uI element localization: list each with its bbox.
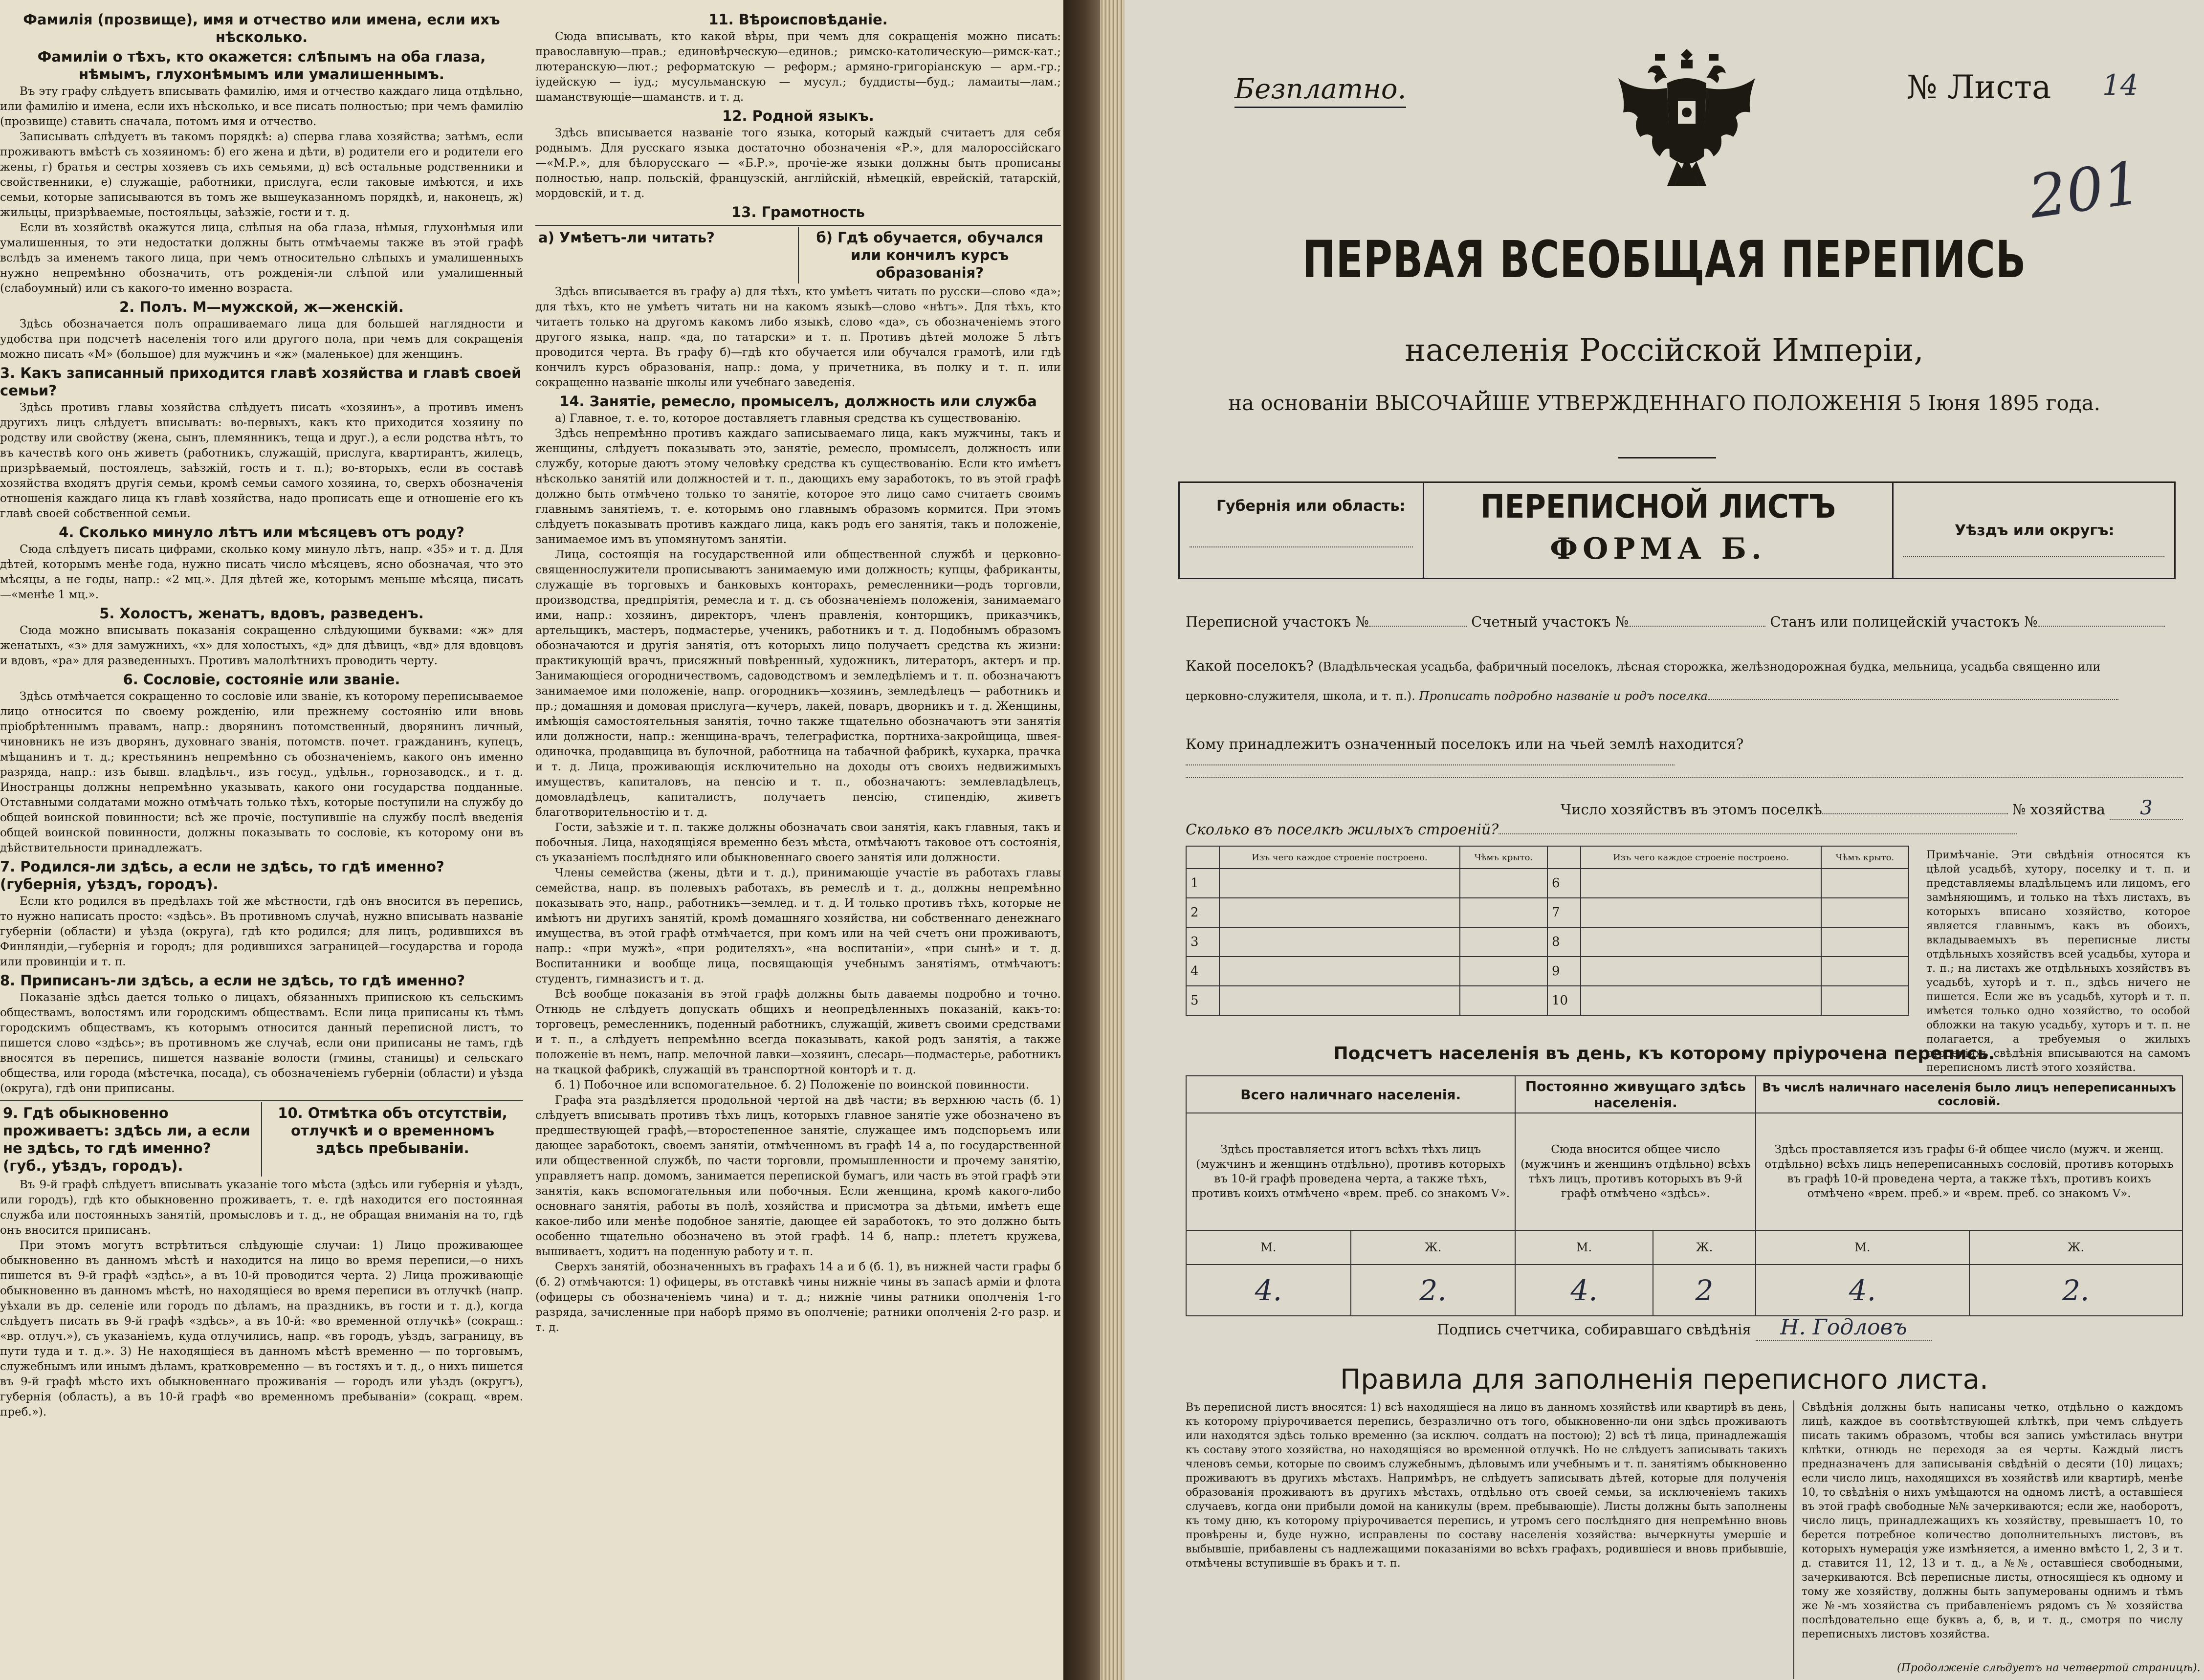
total-present-male: 4. — [1186, 1265, 1351, 1316]
settlement-label: Какой поселокъ? — [1186, 657, 1314, 674]
permanent-resident-desc: Сюда вносится общее число (мужчинъ и женщинъ отдѣльно) всѣхъ тѣхъ лицъ, противъ которыхъ въ 9-й графѣ отмѣчено «здѣсь». — [1515, 1113, 1756, 1230]
split-heading — [0, 1100, 523, 1178]
rules-text-right: Свѣдѣнія должны быть написаны четко, отдѣльно о каждомъ лицѣ, каждое въ соотвѣтствующей клѣткѣ, при чемъ слѣдуетъ писать такимъ образомъ, чтобы вся запись умѣстилась внутри клѣтки, отнюдь не переходя за ея черты. Каждый листъ предназначенъ для записыванія свѣдѣній о десяти (10) лицахъ; если число лицъ, находящихся въ хозяйствѣ или квартирѣ, менѣе 10, то свѣдѣнія о нихъ умѣщаются на одномъ листѣ, а оставшіеся въ этой графѣ свободные №№ зачеркиваются; если же, наоборотъ, число лицъ, принадлежащихъ къ хозяйству, превышаетъ 10, то берется потребное количество дополнительныхъ листовъ, въ которыхъ нумерація уже измѣняется, а именно вмѣсто 1, 2, 3 и т. д. ставится 11, 12, 13 и т. д., а №№, оставшіеся свободными, зачеркиваются. Всѣ переписные листы, относящіеся къ одному и тому же хозяйству, должны быть запумерованы однимъ и тѣмъ же №-мъ хозяйства съ прибавленіемъ рядомъ съ № хозяйства послѣдовательно еще буквъ а, б, в, и т. д., смотря по числу переписныхъ листовъ хозяйства. — [1802, 1401, 2183, 1640]
sheet-number-label: № Листа — [1907, 68, 2051, 106]
paragraph: Если въ хозяйствѣ окажутся лица, слѣпыя на оба глаза, нѣмыя, глухонѣмыя или умалишенныя, то эти недостатки должны быть отмѣчаемы также въ этой графѣ вслѣдъ за именемъ такого лица, при чемъ относительно слѣпыхъ и умалишенныхъ нужно непремѣнно обозначить, отъ рожденія-ли слѣпой или умалишенный (слабоумный) или съ какого-то именно возраста. — [0, 221, 523, 295]
sheet-form-title-cell — [1424, 483, 1894, 578]
male-col-label: М. — [1515, 1230, 1653, 1265]
unlisted-estates-desc: Здѣсь проставляется изъ графы 6-й общее число (мужч. и женщ. отдѣльно) всѣхъ лицъ непереписанныхъ сословій, противъ которыхъ въ графѣ 10-й проведена черта, а также тѣхъ, противъ коихъ отмѣчено «врем. преб.» и «врем. преб. со знакомъ V». — [1756, 1113, 2182, 1230]
row-number: 3 — [1186, 927, 1219, 957]
paragraph: Записывать слѣдуетъ въ такомъ порядкѣ: а) сперва глава хозяйства; затѣмъ, если проживаютъ вмѣстѣ съ хозяиномъ: б) его жена и дѣти, в) родители его и родители его жены, г) братья и сестры хозяевъ съ ихъ семьями, д) всѣ остальные родственники и свойственники, е) служащіе, работники, прислуга, если таковые имѣются, и ихъ семьи, которые записываются въ томъ же вышеуказанномъ порядкѣ, и, наконецъ, ж) жильцы, призрѣваемые, постояльцы, заѣзжіе, гости и т. д. — [0, 131, 523, 219]
paragraph: Лица, состоящія на государственной или общественной службѣ и церковно-священнослужители прописываютъ занимаемую ими должность; купцы, фабриканты, служащіе въ торговыхъ и банковыхъ конторахъ, ремесленники—родъ торговли, производства, предпріятія, ремесла и т. д. съ обозначеніемъ положенія, занимаемаго ими, напр.: хозяинъ, директоръ, членъ правленія, конторщикъ, приказчикъ, артельщикъ, мастеръ, подмастерье, ученикъ, работникъ и т. д. Подобнымъ образомъ обозначаются и другія занятія, отъ которыхъ лицо получаетъ средства къ жизни: практикующій врачъ, присяжный повѣренный, художникъ, литераторъ, актеръ и пр. Занимающіеся огородничествомъ, садоводствомъ и земледѣліемъ и т. п. обозначаютъ занимаемое ими положеніе, напр. огородникъ—хозяинъ, земледѣлецъ — работникъ и пр.; домашняя и домовая прислуга—кучеръ, лакей, поваръ, дворникъ и т. д. Женщины, имѣющія самостоятельныя занятія, точно также тщательно обозначаютъ эти занятія или должности, напр.: женщина-врачъ, телеграфистка, портниха-закройщица, швея-одиночка, продавщица въ булочной, работница на табачной фабрикѣ, кухарка, прачка и т. д. Лица, проживающія исключительно на доходы отъ своихъ недвижимыхъ имуществъ, капиталовъ, на пенсію и т. п., обозначаютъ: землевладѣлецъ, домовладѣлецъ, капиталистъ, получаетъ пенсію, стипендію, живетъ благотворительностію и т. д. — [535, 548, 1061, 819]
split-heading-right: б) Гдѣ обучается, обучался или кончилъ курсъ образованія? — [798, 227, 1061, 284]
split-heading-left: 9. Гдѣ обыкновенно проживаетъ: здѣсь ли, а если не здѣсь, то гдѣ именно? (губ., уѣздъ, городъ). — [3, 1105, 250, 1174]
info-line-owner — [1186, 736, 2183, 769]
male-col-label: М. — [1756, 1230, 1969, 1265]
paragraph: При этомъ могутъ встрѣтиться слѣдующіе случаи: 1) Лицо проживающее обыкновенно въ данномъ мѣстѣ и находится на лицо во время переписи,—о нихъ пишется въ 9-й графѣ «здѣсь», а въ 10-й проводится черта. 2) Лица проживающіе обыкновенно въ данномъ мѣстѣ, но находящіеся во время переписи въ отлучкѣ (напр. уѣхали въ др. селеніе или городъ по дѣламъ, на праздникъ, въ гости и т. д.), когда слѣдуетъ писать въ 9-й графѣ «здѣсь», а въ 10-й: «во временной отлучкѣ» (сокращ.: «вр. отлуч.»), съ указаніемъ, куда отлучились, напр. «въ городъ, уѣздъ, заграницу, въ пути туда и т. д.». 3) Не находящіеся въ данномъ мѣстѣ временно — по торговымъ, служебнымъ или инымъ дѣламъ, кратковременно — въ гостяхъ и т. д., о нихъ пишется въ 9-й графѣ мѣсто ихъ обыкновеннаго проживанія — городъ или уѣздъ (округъ), губернія (область), а въ 10-й графѣ «во временномъ пребываніи» (сокращ. «врем. преб.»). — [0, 1239, 523, 1418]
paragraph: Гости, заѣзжіе и т. п. также должны обозначать свои занятія, какъ главныя, такъ и побочныя. Лица, находящіяся временно безъ мѣста, отмѣчаютъ таковое отъ состоянія, съ указаніемъ послѣдняго или обыкновеннаго своего занятія или должности. — [535, 821, 1061, 864]
rules-text-left: Въ переписной листъ вносятся: 1) всѣ находящіеся на лицо въ данномъ хозяйствѣ или квартирѣ въ день, къ которому пріурочивается перепись, безразлично отъ того, обыкновенно-ли они здѣсь проживаютъ или находятся здѣсь только временно (за исключ. солдатъ на постою); 2) всѣ тѣ лица, принадлежащія къ составу этого хозяйства, но находящіяся во временной отлучкѣ. Но не слѣдуетъ записывать такихъ членовъ семьи, которые по своимъ служебнымъ, дѣловымъ или учебнымъ и т. п. занятіямъ обыкновенно проживаютъ въ другихъ мѣстахъ. Напримѣръ, не слѣдуетъ записывать дѣтей, которые для полученія образованія проживаютъ въ другихъ мѣстахъ, отдѣльно отъ своей семьи, за исключеніемъ такихъ случаевъ, когда они прибыли домой на каникулы (врем. пребывающіе). Листы должны быть заполнены къ тому дню, къ которому пріурочивается перепись, и утромъ сего послѣдняго дня непремѣнно вновь провѣрены и, буде нужно, исправлены по составу населенія хозяйства: вычеркнуты умершіе и выбывшіе, прибавлены съ надлежащими показаніями во всѣхъ графахъ, родившіеся и вновь прибывшіе, отмѣчены вступившіе въ бракъ и т. п. — [1186, 1401, 1787, 1570]
row-number: 4 — [1186, 957, 1219, 986]
counting-section-label: Счетный участокъ № — [1471, 613, 1629, 630]
sheet-name: ПЕРЕПИСНОЙ ЛИСТЪ — [1480, 488, 1836, 525]
paragraph: Здѣсь вписывается въ графу а) для тѣхъ, кто умѣетъ читать по русски—слово «да»; для тѣхъ, кто не умѣетъ читать ни на какомъ языкѣ—слово «нѣтъ». Для тѣхъ, кто читаетъ только на другомъ какомъ либо языкѣ, слово «да», съ обозначеніемъ этого другого языка, напр. «да, по татарски» и т. п. Противъ дѣтей моложе 5 лѣтъ проводится черта. Въ графу б)—гдѣ кто обучается или обучался грамотѣ, или гдѣ кончилъ курсъ образованія, напр.: дома, у причетника, въ полку и т. п. или сокращенно названіе школы или учебнаго заведенія. — [535, 285, 1061, 389]
form-name: ФОРМА Б. — [1550, 532, 1766, 566]
continuation-note: (Продолженіе слѣдуетъ на четвертой страницѣ). — [1897, 1662, 2201, 1674]
section-heading: 8. Приписанъ-ли здѣсь, а если не здѣсь, то гдѣ именно? — [0, 972, 465, 989]
households-count-label: Число хозяйствъ въ этомъ поселкѣ — [1560, 801, 1822, 818]
section-heading: 13. Грамотность — [731, 204, 865, 220]
paragraph: Здѣсь непремѣнно противъ каждаго записываемаго лица, какъ мужчины, такъ и женщины, слѣдуетъ показывать это, занятіе, ремесло, промыселъ, должность или службу, которые даютъ этому человѣку средства къ существованію. Если кто имѣетъ нѣсколько занятій или должностей и т. п., дающихъ ему заработокъ, то въ этой графѣ должно быть отмѣчено только то занятіе, которое это лицо само считаетъ своимъ главнымъ занятіемъ, т. е. которымъ оно главнымъ образомъ кормится. При этомъ слѣдуетъ показывать противъ каждаго лица, какъ родъ его занятія, такъ и положеніе, занимаемое имъ въ упомянутомъ занятіи. — [535, 427, 1061, 546]
table-row — [1186, 869, 1909, 898]
gubernia-field — [1180, 483, 1424, 578]
form-header-box — [1178, 481, 2176, 579]
owner-label: Кому принадлежитъ означенный поселокъ или на чьей землѣ находится? — [1186, 736, 1744, 752]
settlement-instruction: Прописать подробно названіе и родъ поселка — [1419, 689, 1708, 703]
unlisted-male: 4. — [1756, 1265, 1969, 1316]
section-heading: 12. Родной языкъ. — [722, 108, 874, 124]
section-heading: 14. Занятіе, ремесло, промыселъ, должность или служба — [559, 393, 1037, 410]
female-col-label: Ж. — [1653, 1230, 1756, 1265]
section-heading: 6. Сословіе, состояніе или званіе. — [123, 671, 400, 688]
split-heading — [535, 225, 1061, 284]
police-section-label: Станъ или полицейскій участокъ № — [1770, 613, 2038, 630]
population-count-title: Подсчетъ населенія въ день, къ которому пріурочена перепись. — [1333, 1044, 1995, 1064]
male-col-label: М. — [1186, 1230, 1351, 1265]
uezd-label: Уѣздъ или округъ: — [1955, 522, 2115, 539]
enumerator-signature-line — [1186, 1315, 2183, 1341]
row-number: 2 — [1186, 898, 1219, 927]
paragraph: Здѣсь обозначается полъ опрашиваемаго лица для большей наглядности и удобства при подсчетѣ населенія того или другого пола, при чемъ для сокращенія можно писать «М» (большое) для мужчинъ и «ж» (маленькое) для женщинъ. — [0, 318, 523, 361]
info-line-sections — [1186, 613, 2183, 630]
total-present-desc: Здѣсь проставляется итогъ всѣхъ тѣхъ лицъ (мужчинъ и женщинъ отдѣльно), противъ которыхъ въ 10-й графѣ проведена черта, а также тѣхъ, противъ коихъ отмѣчено «врем. преб. со знакомъ V». — [1186, 1113, 1515, 1230]
bld-material-header-2: Изъ чего каждое строеніе построено. — [1581, 846, 1821, 869]
female-col-label: Ж. — [1351, 1230, 1516, 1265]
section-heading: 3. Какъ записанный приходится главѣ хозяйства и главѣ своей семьи? — [0, 365, 522, 399]
bld-roof-header: Чѣмъ крыто. — [1460, 846, 1547, 869]
paragraph: Всѣ вообще показанія въ этой графѣ должны быть даваемы подробно и точно. Отнюдь не слѣдуетъ допускать общихъ и неопредѣленныхъ показаній, какъ-то: торговецъ, ремесленникъ, поденный работникъ, служащій, живетъ своими средствами и т. п., а слѣдуетъ непремѣнно всегда показывать, какой родъ занятія, а также положеніе въ немъ, напр. мелочной лавки—хозяинъ, слесарь—подмастерье, работникъ на ткацкой фабрикѣ, служащій въ транспортной конторѣ и т. д. — [535, 988, 1061, 1076]
paragraph: Члены семейства (жены, дѣти и т. д.), принимающіе участіе въ работахъ главы семейства, напр. въ полевыхъ работахъ, въ ремеслѣ и т. д., должны непремѣнно показывать это, напр., работникъ—землед. и т. д. И только противъ тѣхъ, которые не имѣютъ ни другихъ занятій, кромѣ домашняго хозяйства, ни собственнаго денежнаго имущества, въ этой графѣ отмѣчается, при комъ или на чей счетъ они проживаютъ, напр.: «при мужѣ», «при родителяхъ», «на воспитаніи», «при сынѣ» и т. д. Воспитанники и вообще лица, посвящающія учебнымъ занятіямъ, отмѣчаютъ: студентъ, гимназистъ и т. д. — [535, 867, 1061, 985]
paragraph: Сюда слѣдуетъ писать цифрами, сколько кому минуло лѣтъ, напр. «35» и т. д. Для дѣтей, которымъ менѣе года, нужно писать число мѣсяцевъ, ясно обозначая, что это мѣсяцы, а не годы, напр.: «2 мц.». Для дѣтей же, которымъ меньше мѣсяца, писать—«менѣе 1 мц.». — [0, 543, 523, 601]
owner-blank — [1186, 777, 2183, 778]
paragraph: Графа эта раздѣляется продольной чертой на двѣ части; въ верхнюю часть (б. 1) слѣдуетъ вписывать противъ тѣхъ лицъ, которыхъ главное занятіе уже обозначено въ предшествующей графѣ,—второстепенное занятіе, служащее имъ подспорьемъ или дающее заработокъ, своемъ занятіи, отмѣченномъ въ графѣ 14 а, по государственной или общественной службѣ, по части торговли, промышленности и прочему занятію, управляетъ напр. домомъ, занимается перепиской бумагъ, или часть въ этой графѣ эти занятія, какъ вспомогательныя или побочныя. Если женщина, кромѣ какого-либо основнаго занятія, работы въ полѣ, хозяйства и присмотра за дѣтьми, имѣетъ еще какое-либо или менѣе подобное занятіе, дающее ей заработокъ, то это должно быть особенно тщательно обозначено въ этой графѣ. 14 б, напр.: плететъ кружева, вышиваетъ, ходитъ на поденную работу и т. п. — [535, 1094, 1061, 1258]
permanent-male: 4. — [1515, 1265, 1653, 1316]
row-number: 1 — [1186, 869, 1219, 898]
paragraph: Сюда вписывать, кто какой вѣры, при чемъ для сокращенія можно писать: православную—прав.; единовѣрческую—единов.; римско-католическую—римск-кат.; лютеранскую—лют.; реформатскую — реформ.; армяно-григоріанскую — арм.-гр.; іудейскую — іуд.; мусульманскую — мусул.; буддисты—буд.; ламаиты—лам.; шаманствующіе—шаманств. и т. д. — [535, 30, 1061, 104]
legal-basis: на основаніи ВЫСОЧАЙШЕ УТВЕРЖДЕННАГО ПОЛОЖЕНІЯ 5 Іюня 1895 года. — [1228, 391, 2101, 415]
row-number: 6 — [1547, 869, 1581, 898]
female-col-label: Ж. — [1969, 1230, 2182, 1265]
table-row — [1186, 986, 1909, 1015]
unlisted-female: 2. — [1969, 1265, 2182, 1316]
info-line-households — [1186, 797, 2183, 820]
sheet-number-value: 14 — [2102, 68, 2138, 102]
settlement-hint-2: церковно-служителя, школа, и т. п.). — [1186, 689, 1415, 703]
left-page-instructions — [0, 0, 1063, 1680]
uezd-blank — [1903, 556, 2164, 557]
split-heading-left: а) Умѣетъ-ли читать? — [538, 229, 715, 246]
archive-number: 201 — [2025, 149, 2145, 232]
row-number: 8 — [1547, 927, 1581, 957]
household-number-value: 3 — [2110, 797, 2183, 820]
section-heading: 7. Родился-ли здѣсь, а если не здѣсь, то гдѣ именно? (губернія, уѣздъ, городъ). — [0, 858, 444, 893]
section-heading: Фамиліи о тѣхъ, кто окажется: слѣпымъ на оба глаза, нѣмымъ, глухонѣмымъ или умалишеннымъ. — [37, 48, 486, 83]
bld-material-header: Изъ чего каждое строеніе построено. — [1219, 846, 1460, 869]
page-edges — [1100, 0, 1124, 1680]
gubernia-blank — [1190, 546, 1413, 547]
settlement-hint: (Владѣльческая усадьба, фабричный поселокъ, лѣсная сторожка, желѣзнодорожная будка, мельница, усадьба священно или — [1318, 660, 2101, 674]
signature-label: Подпись счетчика, собиравшаго свѣдѣнія — [1437, 1321, 1751, 1338]
paragraph: а) Главное, т. е. то, которое доставляетъ главныя средства къ существованію. — [555, 412, 1021, 425]
paragraph: Здѣсь противъ главы хозяйства слѣдуетъ писать «хозяинъ», а противъ именъ другихъ лицъ слѣдуетъ вписывать: во-первыхъ, какъ кто приходится хозяину по родству или свойству (жена, сынъ, племянникъ, теща и друг.), а если родства нѣтъ, то въ качествѣ кого онъ живетъ (работникъ, служащій, прислуга, квартирантъ, жилецъ, призрѣваемый, постоялецъ, заѣзжій, гость и т. п.); во-вторыхъ, если въ составѣ хозяйства входятъ другія семьи, кромѣ семьи самого хозяина, то, сверхъ обозначенія отношенія каждаго лица къ главѣ хозяйства, надо прописать еще и отношеніе его къ главѣ своей собственной семьи. — [0, 401, 523, 520]
table-row — [1186, 957, 1909, 986]
info-line-settlement — [1186, 657, 2183, 674]
section-heading: 4. Сколько минуло лѣтъ или мѣсяцевъ отъ роду? — [59, 524, 464, 541]
population-count-table — [1186, 1075, 2183, 1316]
permanent-female: 2 — [1653, 1265, 1756, 1316]
census-section-label: Переписной участокъ № — [1186, 613, 1369, 630]
row-number: 9 — [1547, 957, 1581, 986]
table-row — [1186, 898, 1909, 927]
paragraph: Сверхъ занятій, обозначенныхъ въ графахъ 14 а и б (б. 1), въ нижней части графы б (б. 2) отмѣчаются: 1) офицеры, въ отставкѣ чины нижніе чины въ запасѣ арміи и флота (офицеры съ обозначеніемъ чина) и т. д.; нижніе чины ратники ополченія 1-го разряда, зачисленные при наборѣ прямо въ ополченіе; ратники ополченія 2-го разр. и т. д. — [535, 1261, 1061, 1334]
buildings-note: Примѣчаніе. Эти свѣдѣнія относятся къ цѣлой усадьбѣ, хутору, поселку и т. п. и представляемы владѣльцемъ или лицомъ, его замѣняющимъ, и только на тѣхъ листахъ, въ которыхъ вписано хозяйство, которое является главнымъ, какъ въ обоихъ, вкладываемыхъ въ переписные листы отдѣльныхъ хозяйствъ всей усадьбы, хутора и т. п.; на листахъ же отдѣльныхъ хозяйствъ въ усадьбѣ, хуторѣ и т. п., здѣсь ничего не пишется. Если же въ усадьбѣ, хуторѣ и т. п. имѣется только одно хозяйство, то особой обложки на такую усадьбу, хуторъ и т. п. не полагается, а требуемыя о жилыхъ строеніяхъ свѣдѣнія вписываются на самомъ переписномъ листѣ этого хозяйства. — [1926, 849, 2190, 1074]
paragraph: Если кто родился въ предѣлахъ той же мѣстности, гдѣ онъ вносится въ перепись, то нужно написать просто: «здѣсь». Въ противномъ случаѣ, нужно вписывать названіе губерніи (области) и уѣзда (округа), гдѣ кто родился; для лицъ, родившихся въ Финляндіи,—губернія и городъ; для родившихся заграницей—государства и города или провинціи и т. п. — [0, 895, 523, 968]
row-number: 7 — [1547, 898, 1581, 927]
rules-title: Правила для заполненія переписного листа. — [1340, 1364, 1988, 1396]
paragraph: Сюда можно вписывать показанія сокращенно слѣдующими буквами: «ж» для женатыхъ, «з» для замужнихъ, «х» для холостыхъ, «д» для дѣвицъ, «вд» для вдовцовъ и вдовъ, «ра» для разведенныхъ. Противъ малолѣтнихъ проводить черту. — [0, 624, 523, 667]
gubernia-label: Губернія или область: — [1216, 498, 1406, 515]
section-heading: 5. Холостъ, женатъ, вдовъ, разведенъ. — [99, 605, 424, 622]
row-number: 5 — [1186, 986, 1219, 1015]
table-row — [1186, 927, 1909, 957]
signature-value: Н. Годловъ — [1756, 1315, 1932, 1341]
divider — [1618, 457, 1716, 458]
free-label: Безплатно. — [1234, 73, 1407, 105]
total-present-female: 2. — [1351, 1265, 1516, 1316]
instructions-column-1 — [0, 9, 523, 1420]
buildings-table — [1186, 846, 1909, 1016]
paragraph: Здѣсь отмѣчается сокращенно то сословіе или званіе, къ которому переписываемое лицо относится по своему рожденію, или прежнему состоянію или вновь пріобрѣтеннымъ правамъ, напр.: дворянинъ потомственный, дворянинъ личный, чиновникъ не изъ дворянъ, духовнаго званія, потомств. почет. гражданинъ, купецъ, мѣщанинъ и т. д.; крестьянинъ непремѣнно съ обозначеніемъ, какого онъ именно разряда, напр.: изъ бывш. владѣльч., изъ госуд., удѣльн., горнозаводск., и т. д. Иностранцы должны непремѣнно указывать, какого они государства подданные. Отставными солдатами можно отмѣчать только тѣхъ, которые поступили на службу до общей воинской повинности; всѣ же прочіе, поступившіе на службу послѣ введенія общей воинской повинности, должны показывать то сословіе, къ которому они въ дѣйствительности принадлежатъ. — [0, 690, 523, 854]
bld-roof-header-2: Чѣмъ крыто. — [1821, 846, 1909, 869]
buildings-question: Сколько въ поселкѣ жилыхъ строеній? — [1186, 821, 1499, 838]
paragraph: Въ 9-й графѣ слѣдуетъ вписывать указаніе того мѣста (здѣсь или губернія и уѣздъ, или городъ), гдѣ кто обыкновенно проживаетъ, т. е. гдѣ находится его постоянная служба или постоянныхъ занятій, промысловъ и т. д., не обращая вниманія на то, гдѣ онъ вносится приписанъ. — [0, 1178, 523, 1237]
info-line-buildings — [1186, 821, 2183, 838]
paragraph: Показаніе здѣсь дается только о лицахъ, обязанныхъ припискою къ сельскимъ обществамъ, волостямъ или городскимъ обществамъ. Если лица приписаны къ тѣмъ городскимъ обществамъ, къ которымъ относится данный переписной листъ, то пишется слово «здѣсь»; въ противномъ же случаѣ, если они приписаны не тамъ, гдѣ вносятся въ перепись, пишется названіе волости (гмины, станицы) и сельскаго общества, или города (мѣстечка, посада), съ обозначеніемъ губерніи (области) и уѣзда (округа), гдѣ они приписаны. — [0, 991, 523, 1095]
paragraph: Въ эту графу слѣдуетъ вписывать фамилію, имя и отчество каждаго лица отдѣльно, или фамилію и имена, если ихъ нѣсколько, и все писать полностью; при чемъ фамилію (прозвище) ставить сначала, потомъ имя и отчество. — [0, 85, 523, 128]
right-page-census-sheet — [1124, 0, 2204, 1680]
total-present-header: Всего наличнаго населенія. — [1186, 1076, 1515, 1113]
double-headed-eagle-icon — [1613, 39, 1760, 200]
paragraph: б. 1) Побочное или вспомогательное. б. 2) Положеніе по воинской повинности. — [555, 1079, 1030, 1091]
row-number: 10 — [1547, 986, 1581, 1015]
info-line-settlement-2 — [1186, 689, 2183, 703]
section-heading: 11. Вѣроисповѣданіе. — [708, 11, 888, 28]
split-heading-right: 10. Отмѣтка объ отсутствіи, отлучкѣ и о временномъ здѣсь пребываніи. — [261, 1102, 523, 1177]
instructions-column-2 — [535, 9, 1061, 1335]
household-number-label: № хозяйства — [2012, 801, 2105, 818]
unlisted-estates-header: Въ числѣ наличнаго населенія было лицъ непереписанныхъ сословій. — [1756, 1076, 2182, 1113]
form-subtitle: населенія Россійской Имперіи, — [1405, 332, 1924, 369]
uezd-field — [1894, 483, 2174, 578]
permanent-resident-header: Постоянно живущаго здѣсь населенія. — [1515, 1076, 1756, 1113]
form-title: ПЕРВАЯ ВСЕОБЩАЯ ПЕРЕПИСЬ — [1302, 230, 2027, 289]
section-heading: Фамилія (прозвище), имя и отчество или имена, если ихъ нѣсколько. — [23, 11, 500, 45]
paragraph: Здѣсь вписывается названіе того языка, который каждый считаетъ для себя роднымъ. Для русскаго языка достаточно обозначенія «Р.», для малороссійскаго—«М.Р.», для бѣлорусскаго — «Б.Р.», прочіе-же языки должны быть прописаны полностью, напр. польскій, французскій, англійскій, нѣмецкій, еврейскій, татарскій, мордовскій, и т. д. — [535, 127, 1061, 200]
rules-divider — [1793, 1400, 1794, 1679]
section-heading: 2. Полъ. М—мужской, ж—женскій. — [119, 299, 404, 315]
